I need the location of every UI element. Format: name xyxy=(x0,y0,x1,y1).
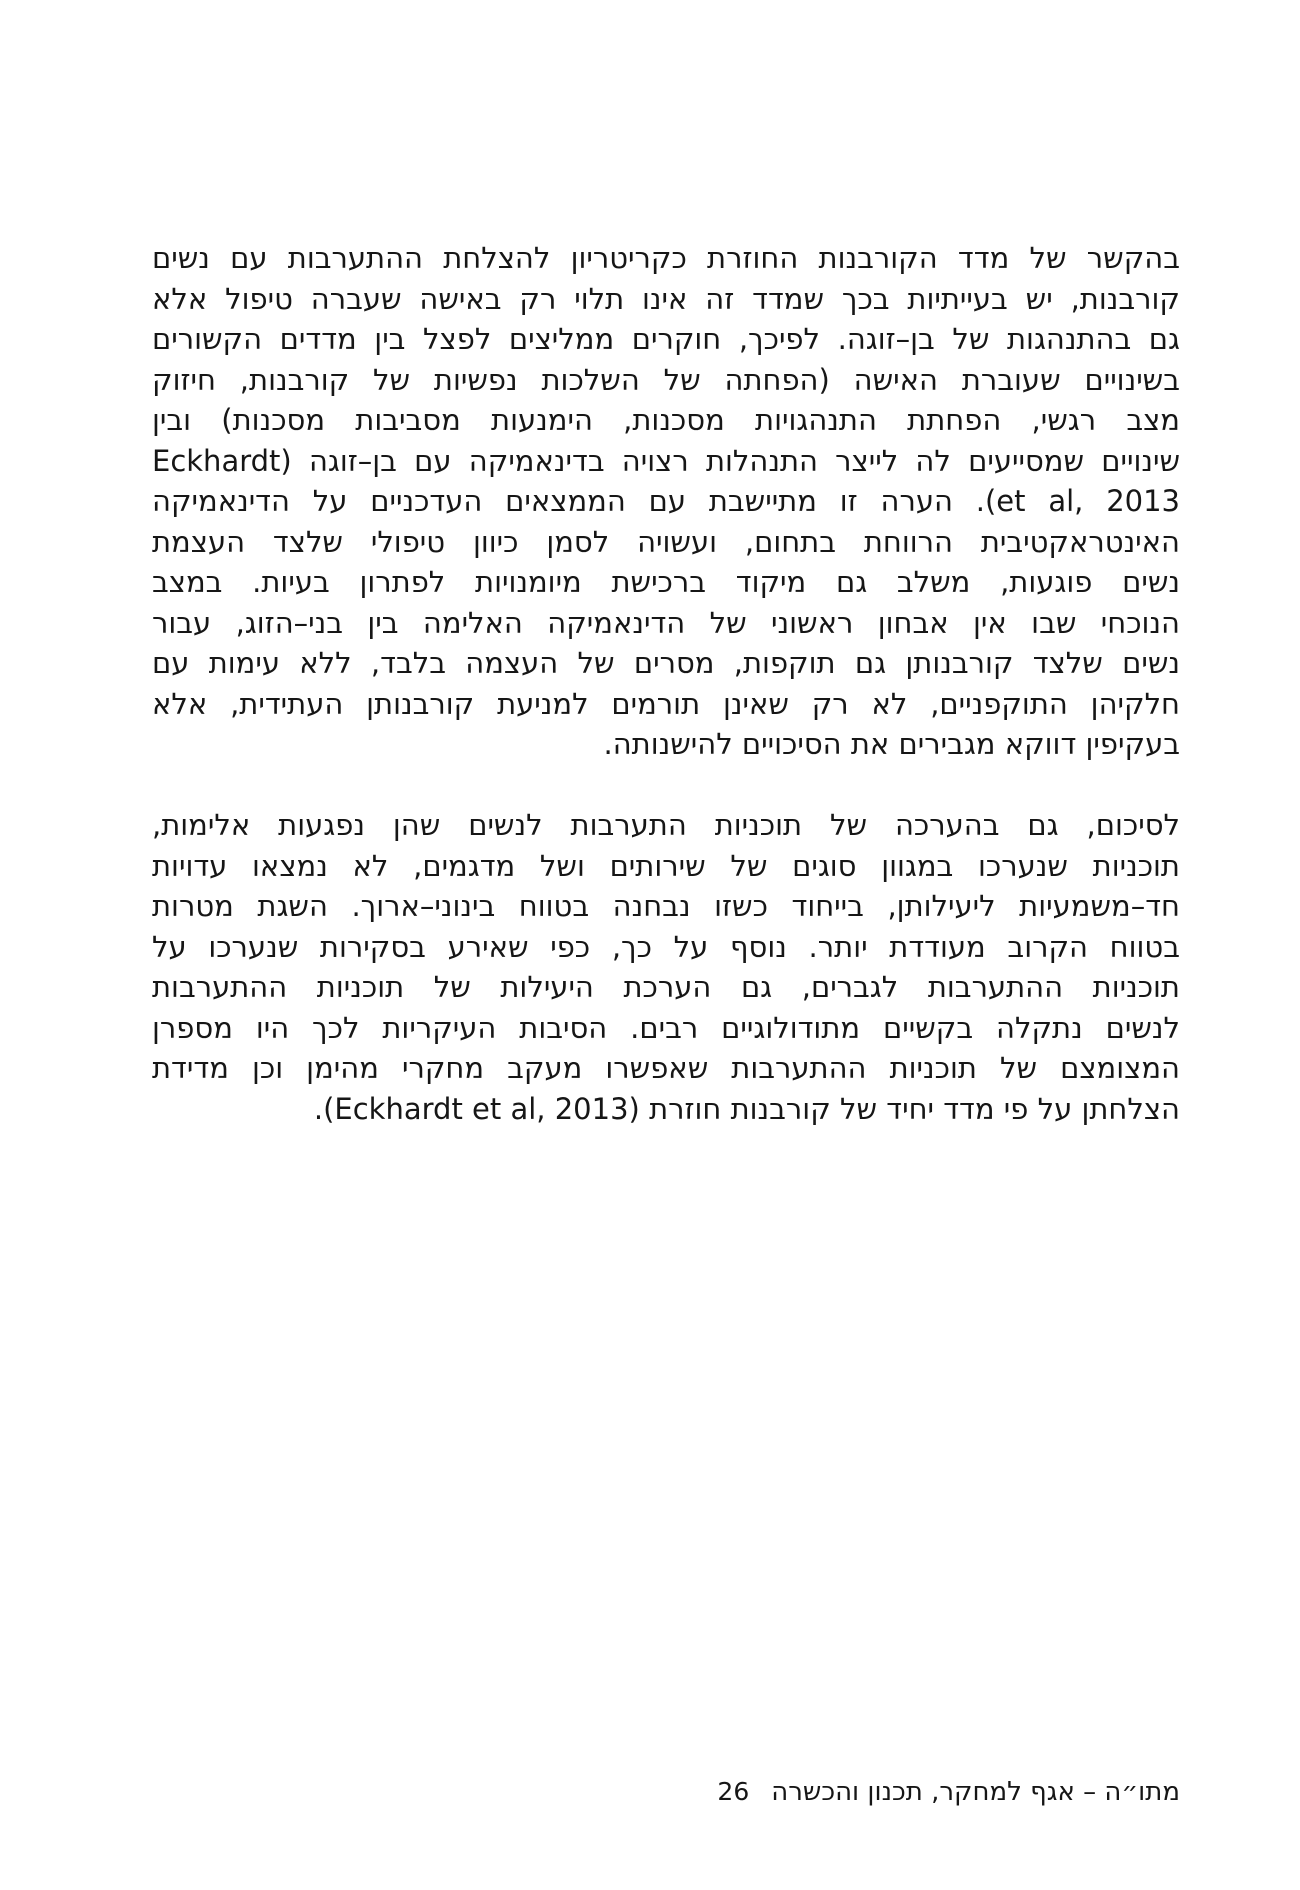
text-line: חד–משמעיות ליעילותן, בייחוד כשזו נבחנה בטווח בינוני–ארוך. השגת מטרות xyxy=(152,889,1180,923)
text-line: תוכניות ההתערבות לגברים, גם הערכת היעילות של תוכניות ההתערבות xyxy=(152,970,1180,1004)
text-line: חלקיהן התוקפניים, לא רק שאינן תורמים למניעת קורבנותן העתידית, אלא xyxy=(152,686,1180,721)
text-line: נשים פוגעות, משלב גם מיקוד ברכישת מיומנויות לפתרון בעיות. במצב xyxy=(152,565,1180,599)
text-line: הצלחתן על פי מדד יחיד של קורבנות חוזרת (Eckhardt et al, 2013). xyxy=(313,1091,1180,1126)
text-line: גם בהתנהגות של בן–זוגה. לפיכך, חוקרים ממליצים לפצל בין מדדים הקשורים xyxy=(152,322,1180,356)
paragraph-2 xyxy=(152,805,1180,1129)
text-line: תוכניות שנערכו במגוון סוגים של שירותים ושל מדגמים, לא נמצאו עדויות xyxy=(152,848,1180,883)
text-line: מצב רגשי, הפחתת התנהגויות מסכנות, הימנעות מסביבות מסכנות) ובין xyxy=(152,403,1180,437)
text-line: בטווח הקרוב מעודדת יותר. נוסף על כך, כפי שאירע בסקירות שנערכו על xyxy=(152,929,1180,964)
text-line: נשים שלצד קורבנותן גם תוקפות, מסרים של העצמה בלבד, ללא עימות עם xyxy=(152,646,1180,680)
footer-text: מתו״ה – אגף למחקר, תכנון והכשרה xyxy=(771,1777,1180,1807)
text-line: האינטראקטיבית הרווחת בתחום, ועשויה לסמן כיוון טיפולי שלצד העצמת xyxy=(152,524,1180,559)
paragraph-1 xyxy=(152,238,1180,765)
text-line: בהקשר של מדד הקורבנות החוזרת כקריטריון להצלחת ההתערבות עם נשים xyxy=(152,241,1180,275)
page-footer xyxy=(152,1777,1180,1807)
text-line: קורבנות, יש בעייתיות בכך שמדד זה אינו תלוי רק באישה שעברה טיפול אלא xyxy=(152,281,1180,316)
page-number: 26 xyxy=(717,1777,750,1806)
text-line: et al, 2013). הערה זו מתיישבת עם הממצאים העדכניים על הדינאמיקה xyxy=(152,484,1180,518)
text-line: לסיכום, גם בהערכה של תוכניות התערבות לנשים שהן נפגעות אלימות, xyxy=(152,808,1180,842)
text-line: שינויים שמסייעים לה לייצר התנהלות רצויה בדינאמיקה עם בן–זוגה (Eckhardt xyxy=(152,443,1180,478)
text-line: המצומצם של תוכניות ההתערבות שאפשרו מעקב מחקרי מהימן וכן מדידת xyxy=(152,1051,1180,1085)
page-body xyxy=(152,238,1180,1129)
text-line: בעקיפין דווקא מגבירים את הסיכויים להישנותה. xyxy=(603,727,1180,761)
text-line: הנוכחי שבו אין אבחון ראשוני של הדינאמיקה האלימה בין בני–הזוג, עבור xyxy=(152,605,1180,640)
text-line: בשינויים שעוברת האישה (הפחתה של השלכות נפשיות של קורבנות, חיזוק xyxy=(152,362,1180,397)
text-line: לנשים נתקלה בקשיים מתודולוגיים רבים. הסיבות העיקריות לכך היו מספרן xyxy=(152,1010,1180,1045)
